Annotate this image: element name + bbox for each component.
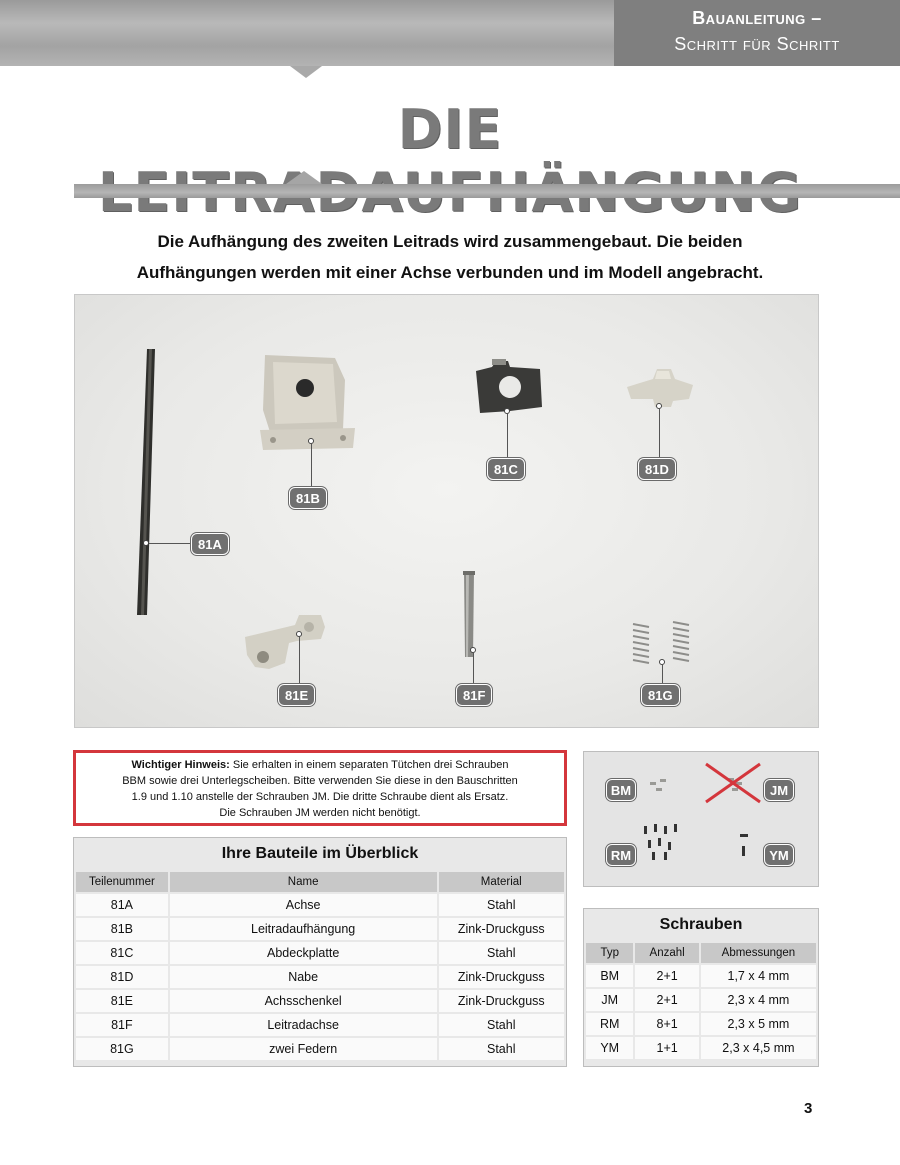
- part-label-81f: 81F: [456, 684, 492, 706]
- screw-count: 2+1: [635, 965, 698, 987]
- part-number: 81G: [76, 1038, 168, 1060]
- part-material: Zink-Druckguss: [439, 918, 565, 940]
- leader-81b: [311, 444, 312, 487]
- screws-table: [584, 941, 818, 1061]
- screws-table-header-row: [586, 943, 816, 963]
- page-title: DIE: [397, 98, 503, 161]
- table-row: [76, 966, 564, 988]
- part-name: Leitradachse: [170, 1014, 437, 1036]
- screws-table-panel: [583, 908, 819, 1067]
- screw-type: BM: [586, 965, 633, 987]
- note-line-1: [86, 757, 554, 773]
- springs-image: [627, 620, 707, 670]
- parts-table: [74, 870, 566, 1062]
- table-row: [586, 1013, 816, 1035]
- parts-table-panel: [73, 837, 567, 1067]
- screws-header-size: Abmessungen: [701, 943, 816, 963]
- screws-rm-image: [640, 820, 690, 864]
- screws-header-count: Anzahl: [635, 943, 698, 963]
- part-number: 81B: [76, 918, 168, 940]
- table-row: [586, 965, 816, 987]
- part-number: 81C: [76, 942, 168, 964]
- part-label-81b: 81B: [289, 487, 327, 509]
- part-name: Leitradaufhängung: [170, 918, 437, 940]
- part-material: Zink-Druckguss: [439, 966, 565, 988]
- leader-81a: [149, 543, 191, 544]
- screw-type: YM: [586, 1037, 633, 1059]
- leader-81c: [507, 414, 508, 459]
- intro-line-2: Aufhängungen werden mit einer Achse verbunden und im Modell angebracht.: [136, 263, 764, 282]
- cover-plate-image: [470, 357, 550, 422]
- screws-ym-image: [734, 832, 756, 862]
- part-number: 81D: [76, 966, 168, 988]
- part-material: Stahl: [439, 894, 565, 916]
- header-title: Bauanleitung –: [692, 8, 822, 28]
- screw-count: 2+1: [635, 989, 698, 1011]
- title-band: [74, 184, 900, 198]
- screws-bm-image: [646, 776, 676, 796]
- part-name: Achsschenkel: [170, 990, 437, 1012]
- screws-table-title: Schrauben: [659, 916, 743, 933]
- table-row: [76, 1014, 564, 1036]
- intro-line-1: Die Aufhängung des zweiten Leitrads wird zusammengebaut. Die beiden: [157, 232, 743, 251]
- table-row: [586, 989, 816, 1011]
- part-name: Achse: [170, 894, 437, 916]
- part-label-81e: 81E: [278, 684, 315, 706]
- parts-photo: [74, 294, 819, 728]
- table-row: [586, 1037, 816, 1059]
- screws-jm-crossed-image: [702, 760, 764, 806]
- stub-axle-image: [237, 613, 332, 673]
- table-row: [76, 918, 564, 940]
- part-label-81a: 81A: [191, 533, 229, 555]
- part-number: 81E: [76, 990, 168, 1012]
- part-name: Nabe: [170, 966, 437, 988]
- screws-photo-panel: [583, 751, 819, 887]
- title-band-notch: [286, 171, 322, 184]
- part-label-81g: 81G: [641, 684, 680, 706]
- table-row: [76, 1038, 564, 1060]
- leader-81f: [473, 653, 474, 685]
- part-label-81c: 81C: [487, 458, 525, 480]
- header-subtitle: Schritt für Schritt: [674, 34, 840, 54]
- screw-tag-ym: YM: [764, 844, 794, 866]
- screw-type: RM: [586, 1013, 633, 1035]
- part-number: 81F: [76, 1014, 168, 1036]
- part-material: Zink-Druckguss: [439, 990, 565, 1012]
- screw-size: 2,3 x 4,5 mm: [701, 1037, 816, 1059]
- parts-table-title: Ihre Bauteile im Überblick: [221, 845, 419, 862]
- screw-count: 1+1: [635, 1037, 698, 1059]
- part-label-81d: 81D: [638, 458, 676, 480]
- screw-tag-bm: BM: [606, 779, 636, 801]
- part-name: Abdeckplatte: [170, 942, 437, 964]
- intro-text: [80, 226, 820, 288]
- screw-tag-jm: JM: [764, 779, 794, 801]
- part-name: zwei Federn: [170, 1038, 437, 1060]
- screw-count: 8+1: [635, 1013, 698, 1035]
- part-number: 81A: [76, 894, 168, 916]
- parts-header-name: Name: [170, 872, 437, 892]
- note-line-4: Die Schrauben JM werden nicht benötigt.: [219, 807, 421, 819]
- parts-header-number: Teilenummer: [76, 872, 168, 892]
- table-row: [76, 942, 564, 964]
- parts-header-material: Material: [439, 872, 565, 892]
- page-number: 3: [804, 1100, 813, 1117]
- leader-81e: [299, 637, 300, 684]
- important-note: [73, 750, 567, 826]
- part-material: Stahl: [439, 1014, 565, 1036]
- screw-tag-rm: RM: [606, 844, 636, 866]
- table-row: [76, 990, 564, 1012]
- leader-81g: [662, 665, 663, 685]
- part-material: Stahl: [439, 942, 565, 964]
- axle-rod-image: [125, 345, 165, 620]
- screws-header-type: Typ: [586, 943, 633, 963]
- screw-type: JM: [586, 989, 633, 1011]
- parts-table-header-row: [76, 872, 564, 892]
- note-line-3: 1.9 und 1.10 anstelle der Schrauben JM. Die dritte Schraube dient als Ersatz.: [131, 791, 509, 803]
- table-row: [76, 894, 564, 916]
- screw-size: 2,3 x 4 mm: [701, 989, 816, 1011]
- note-line-2: BBM sowie drei Unterlegscheiben. Bitte verwenden Sie diese in den Bauschritten: [122, 775, 518, 787]
- leader-81d: [659, 409, 660, 459]
- screw-size: 1,7 x 4 mm: [701, 965, 816, 987]
- screw-size: 2,3 x 5 mm: [701, 1013, 816, 1035]
- note-line-1-text: Sie erhalten in einem separaten Tütchen drei Schrauben: [229, 759, 509, 771]
- part-material: Stahl: [439, 1038, 565, 1060]
- note-heading: Wichtiger Hinweis:: [131, 759, 230, 771]
